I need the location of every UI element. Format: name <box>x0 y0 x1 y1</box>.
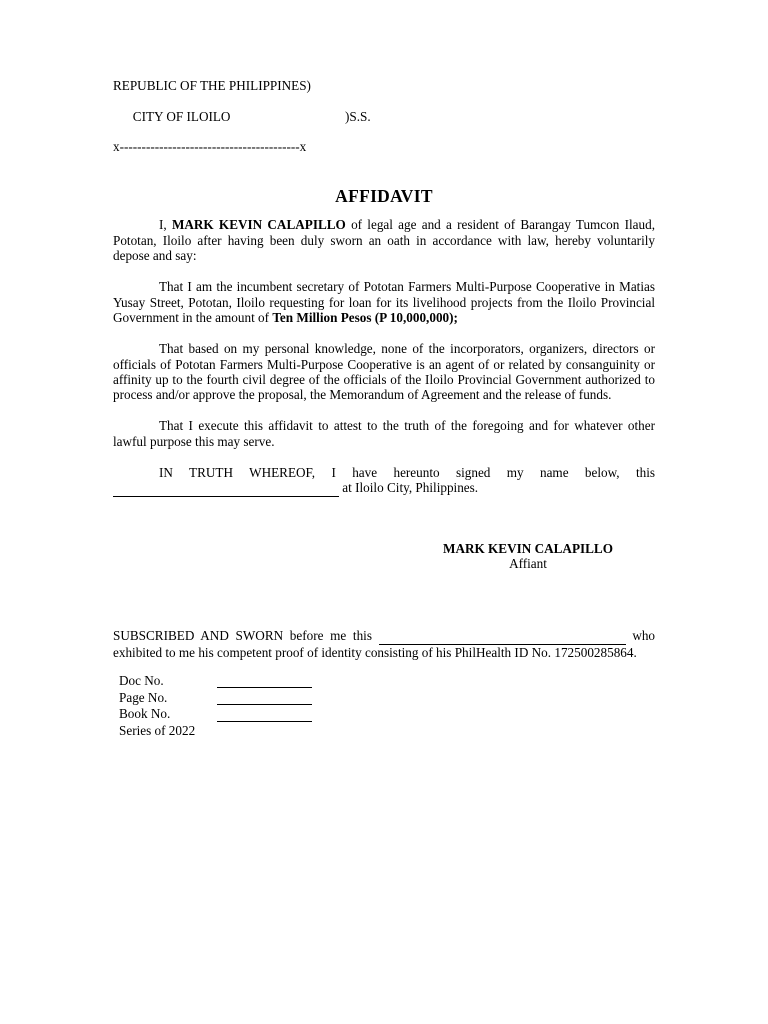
jurat-date-blank-line <box>379 628 626 644</box>
paragraph-knowledge: That based on my personal knowledge, none of the incorporators, organizers, directors or officials of Pototan Farmers Multi-Purpose Cooperative is an agent of or related by consanguinity or affinity up to the fourth civil degree of the officials of the Iloilo Provincial Government authorized to process and/or approve the proposal, the Memorandum of Agreement and the release of funds. <box>113 341 655 403</box>
loan-amount: Ten Million Pesos (P 10,000,000); <box>272 309 458 325</box>
document-title: AFFIDAVIT <box>335 186 433 207</box>
jurat-rest: who exhibited to me his competent proof of identity consisting of his PhilHealth ID No. 172500285864. <box>113 628 656 660</box>
intro-prefix: I, <box>159 217 172 233</box>
paragraph-witness <box>113 465 655 497</box>
affiant-name: MARK KEVIN CALAPILLO <box>443 540 613 556</box>
page-no-label: Page No. <box>119 689 168 705</box>
caption-city: CITY OF ILOILO <box>132 108 231 124</box>
notarial-register <box>119 672 655 738</box>
paragraph-purpose: That I execute this affidavit to attest to the truth of the foregoing and for whatever other lawful purpose this may serve. <box>113 418 655 449</box>
affiant-name-inline: MARK KEVIN CALAPILLO <box>171 217 346 233</box>
signature-block <box>375 541 681 572</box>
caption-republic: REPUBLIC OF THE PHILIPPINES) <box>113 78 311 93</box>
book-no-label: Book No. <box>119 706 171 722</box>
series-row <box>119 722 655 739</box>
page-no-blank-line <box>217 692 312 705</box>
doc-no-blank-line <box>217 675 312 688</box>
doc-no-label: Doc No. <box>119 673 164 689</box>
book-no-row <box>119 705 655 722</box>
date-blank-line <box>113 480 339 496</box>
affidavit-document <box>113 78 655 738</box>
page-no-row <box>119 688 655 705</box>
paragraph-secretary-text: That I am the incumbent secretary of Pototan Farmers Multi-Purpose Cooperative in Matias Yusay Street, Pototan, Iloilo requesting for loan for its livelihood projects from the Iloilo Provincial Government in the amount of <box>113 279 655 325</box>
jurat-text: SUBSCRIBED AND SWORN before me this <box>113 628 372 644</box>
caption-separator: x-----------------------------------------x <box>113 139 307 155</box>
doc-no-row <box>119 672 655 689</box>
jurat-block <box>113 628 655 660</box>
caption-ss: )S.S. <box>345 108 371 124</box>
venue-caption <box>113 78 655 154</box>
jurat-paragraph <box>113 628 655 660</box>
paragraph-secretary <box>113 279 655 325</box>
paragraph-witness-suffix: at Iloilo City, Philippines. <box>339 480 479 496</box>
intro-paragraph <box>113 217 655 263</box>
affiant-role: Affiant <box>509 555 547 571</box>
paragraph-witness-text: IN TRUTH WHEREOF, I have hereunto signed my name below, this <box>159 465 655 481</box>
intro-rest: of legal age and a resident of Barangay Tumcon Ilaud, Pototan, Iloilo after having been duly sworn an oath in accordance with law, hereby voluntarily depose and say: <box>113 217 655 264</box>
series-label: Series of 2022 <box>119 722 196 738</box>
book-no-blank-line <box>217 709 312 722</box>
caption-city-row <box>113 93 655 139</box>
